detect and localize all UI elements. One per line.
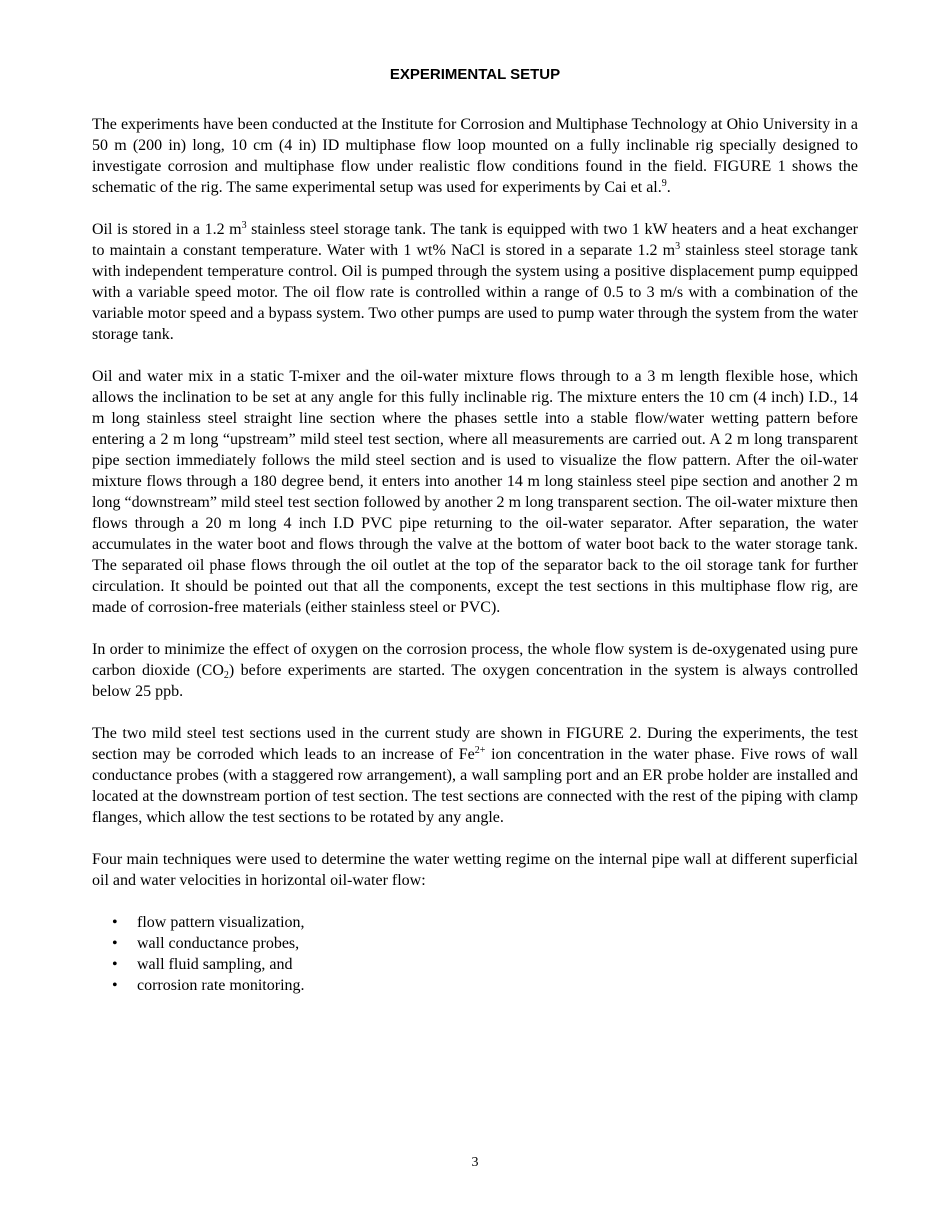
text: The two mild steel test sections used in the current study are shown in FIGURE 2. During the experiments, the test section may be corroded which leads to an increase of Fe: [92, 725, 858, 763]
bullet-icon: •: [112, 977, 118, 994]
paragraph-test-sections: [92, 723, 858, 828]
subscript: 2: [223, 670, 229, 681]
section-title: EXPERIMENTAL SETUP: [389, 66, 561, 83]
text: ) before experiments are started. The oxygen concentration in the system is always controlled below 25 ppb.: [92, 662, 858, 700]
text: In order to minimize the effect of oxygen on the corrosion process, the whole flow system is de-oxygenated using pure carbon dioxide (CO: [92, 641, 858, 679]
superscript: 3: [675, 241, 681, 252]
list-item-text: flow pattern visualization,: [137, 914, 305, 931]
bullet-icon: •: [112, 935, 118, 952]
list-item-text: wall conductance probes,: [137, 935, 300, 952]
bullet-icon: •: [112, 956, 118, 973]
paragraph-techniques: Four main techniques were used to determine the water wetting regime on the internal pipe wall at different superficial oil and water velocities in horizontal oil-water flow:: [92, 851, 858, 889]
citation-superscript: 9: [661, 178, 667, 189]
paragraph-storage: [92, 219, 858, 345]
bullet-icon: •: [112, 914, 118, 931]
list-item: [92, 975, 858, 996]
paragraph-flow-path: Oil and water mix in a static T-mixer and the oil-water mixture flows through to a 3 m length flexible hose, which allows the inclination to be set at any angle for this fully inclinable rig. The mixture enters the 10 cm (4 inch) I.D., 14 m long stainless steel straight line section where the phases settle into a stable flow/water wetting pattern before entering a 2 m long “upstream” mild steel test section, where all measurements are carried out. A 2 m long transparent pipe section immediately follows the mild steel section and is used to visualize the flow pattern. After the oil-water mixture flows through a 180 degree bend, it enters into another 14 m long stainless steel pipe section and another 2 m long “downstream” mild steel test section followed by another 2 m long transparent section. The oil-water mixture then flows through a 20 m long 4 inch I.D PVC pipe returning to the oil-water separator. After separation, the water accumulates in the water boot and flows through the valve at the bottom of water boot back to the water storage tank. The separated oil phase flows through the oil outlet at the top of the separator back to the oil storage tank for further circulation. It should be pointed out that all the components, except the test sections in this multiphase flow rig, are made of corrosion-free materials (either stainless steel or PVC).: [92, 368, 858, 616]
document-body: [92, 114, 858, 996]
techniques-list: [92, 912, 858, 996]
text: stainless steel storage tank with independent temperature control. Oil is pumped through the system using a positive displacement pump equipped with a variable speed motor. The oil flow rate is controlled within a range of 0.5 to 3 m/s with a combination of the variable motor speed and a bypass system. Two other pumps are used to pump water through the system from the water storage tank.: [92, 242, 858, 343]
page-number: 3: [471, 1155, 479, 1170]
text: ion concentration in the water phase. Five rows of wall conductance probes (with a staggered row arrangement), a wall sampling port and an ER probe holder are installed and located at the downstream portion of test section. The test sections are connected with the rest of the piping with clamp flanges, which allow the test sections to be rotated by any angle.: [92, 746, 858, 826]
paragraph-facility: [92, 114, 858, 198]
text: stainless steel storage tank. The tank is equipped with two 1 kW heaters and a heat exchanger to maintain a constant temperature. Water with 1 wt% NaCl is stored in a separate 1.2 m: [92, 221, 858, 259]
text: Oil is stored in a 1.2 m: [92, 221, 242, 238]
paragraph-deoxygenation: [92, 639, 858, 702]
text: .: [666, 179, 671, 196]
list-item-text: wall fluid sampling, and: [137, 956, 293, 973]
text: The experiments have been conducted at the Institute for Corrosion and Multiphase Technology at Ohio University in a 50 m (200 in) long, 10 cm (4 in) ID multiphase flow loop mounted on a fully inclinable rig specially designed to investigate corrosion and multiphase flow under realistic flow conditions found in the field. FIGURE 1 shows the schematic of the rig. The same experimental setup was used for experiments by Cai et al.: [92, 116, 858, 196]
superscript: 3: [241, 220, 247, 231]
list-item: [92, 933, 858, 954]
superscript: 2+: [474, 745, 486, 756]
list-item-text: corrosion rate monitoring.: [137, 977, 305, 994]
list-item: [92, 954, 858, 975]
list-item: [92, 912, 858, 933]
